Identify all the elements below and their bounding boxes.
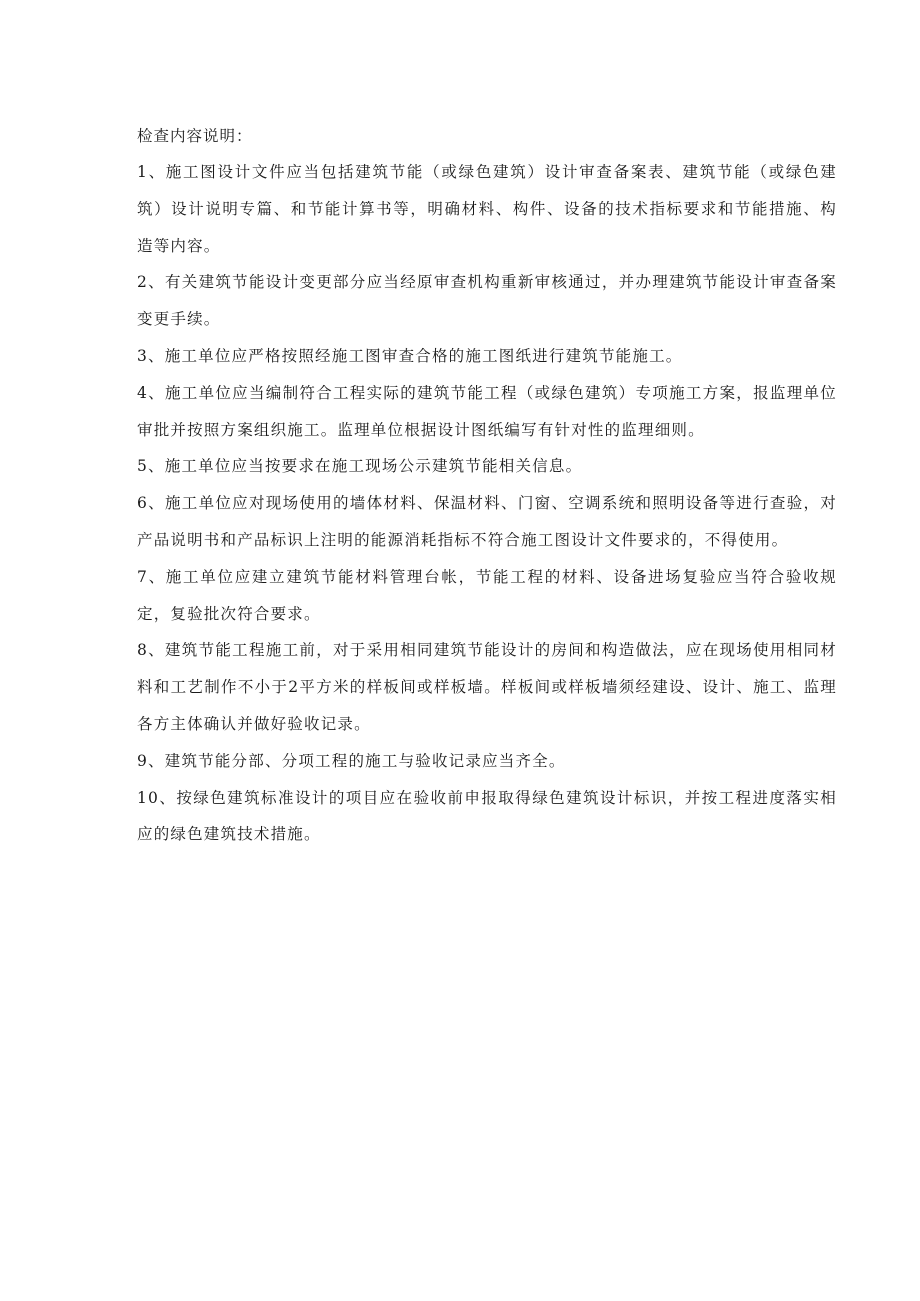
note-item-5: 5、施工单位应当按要求在施工现场公示建筑节能相关信息。 <box>137 457 583 476</box>
note-item-7: 7、施工单位应建立建筑节能材料管理台帐，节能工程的材料、设备进场复验应当符合验收规定，复验批次符合要求。 <box>137 567 837 623</box>
note-item-1: 1、施工图设计文件应当包括建筑节能（或绿色建筑）设计审查备案表、建筑节能（或绿色建筑）设计说明专篇、和节能计算书等，明确材料、构件、设备的技术指标要求和节能措施、构造等内容。 <box>137 163 837 255</box>
note-item-3: 3、施工单位应严格按照经施工图审查合格的施工图纸进行建筑节能施工。 <box>137 346 683 365</box>
inspection-notes <box>137 118 837 853</box>
note-item-2: 2、有关建筑节能设计变更部分应当经原审查机构重新审核通过，并办理建筑节能设计审查备案变更手续。 <box>137 273 837 329</box>
note-item-6: 6、施工单位应对现场使用的墙体材料、保温材料、门窗、空调系统和照明设备等进行查验，对产品说明书和产品标识上注明的能源消耗指标不符合施工图设计文件要求的，不得使用。 <box>137 494 837 549</box>
note-item-10: 10、按绿色建筑标准设计的项目应在验收前申报取得绿色建筑设计标识，并按工程进度落实相应的绿色建筑技术措施。 <box>137 788 837 844</box>
note-item-9: 9、建筑节能分部、分项工程的施工与验收记录应当齐全。 <box>137 751 566 770</box>
note-item-4: 4、施工单位应当编制符合工程实际的建筑节能工程（或绿色建筑）专项施工方案，报监理单位审批并按照方案组织施工。监理单位根据设计图纸编写有针对性的监理细则。 <box>137 383 837 439</box>
note-item-8: 8、建筑节能工程施工前，对于采用相同建筑节能设计的房间和构造做法，应在现场使用相同材料和工艺制作不小于2平方米的样板间或样板墙。样板间或样板墙须经建设、设计、施工、监理各方主体确认并做好验收记录。 <box>137 641 837 733</box>
section-heading: 检查内容说明： <box>137 127 253 145</box>
